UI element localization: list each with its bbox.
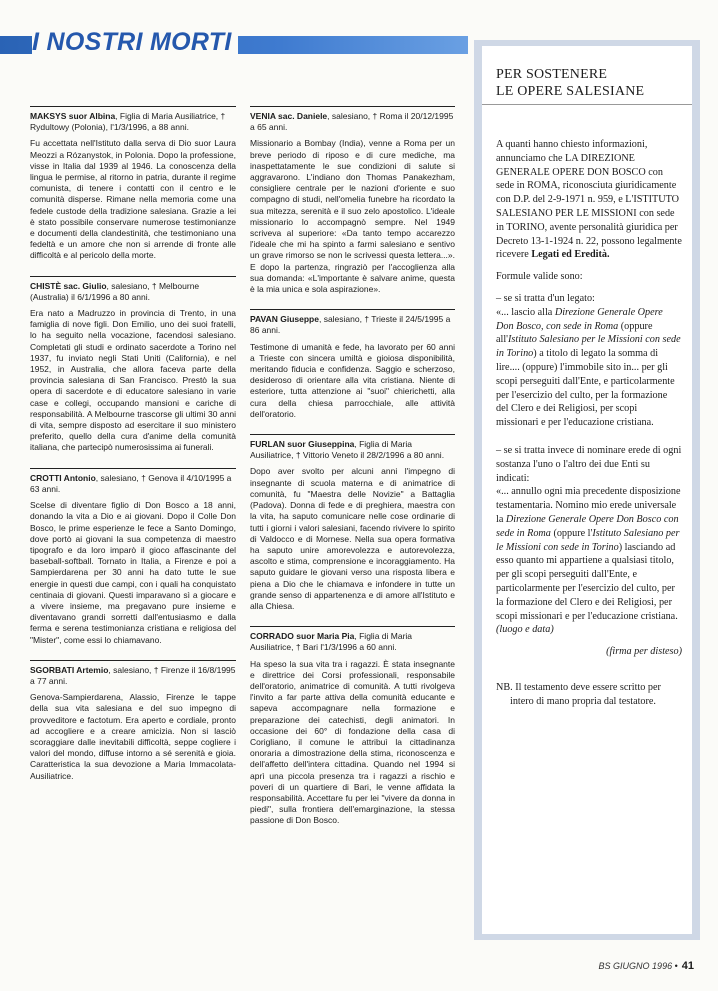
obituary-text: Testimone di umanità e fede, ha lavorato per 60 anni a Trieste con sincera umiltà e gioiosa disponibilità, meritando fiducia e confidenza. Saggio e scherzoso, desideroso di orientare alla vita cristiana. Niente di esteriore, tutta attenzione ai "suoi" chierichetti, alla cura della chiesa parrocchiale, alle attività dell'oratorio. <box>250 341 455 419</box>
sidebar-intro <box>496 138 682 262</box>
obituary-text: Era nato a Madruzzo in provincia di Trento, in una famiglia di nove figli. Don Emilio, uno dei suoi fratelli, lo ha seguito nella vocazione, facendosi salesiano. Completati gli studi e ordinato sacerdote a Torino nel 1937, fu inviato negli Stati Uniti (California), e nel 1952, in Australia, che allora faceva parte della provincia salesiana di San Francisco. Prestò la sua opera di sacerdote e di educatore salesiano in varie case e collegi, occupando mansioni e cariche di responsabilità. A Melbourne trascorse gli ultimi 30 anni di vita, sempre disposto ad esercitare il suo ministero preferito, quello della cura d'anime della comunità italiana, che partecipò numerosissima ai funerali. <box>30 308 236 453</box>
obituary-text: Fu accettata nell'Istituto dalla serva di Dio suor Laura Meozzi a Rózanystok, in Polonia. Dopo la professione, visse in Italia dal 1939 al 1946. La conoscenza della lingua le permise, al ritorno in patria, durante il regime comunista, di tenere i contatti con il centro e le comunità disperse. Rimane nella memoria come una fedele custode della tradizione salesiana. Grazie a lei è stato possibile conservare numerose testimonianze e documenti della clandestinità, che testimoniano una fedeltà e un amore che non si arrende di fronte alle difficoltà e al pericolo della morte. <box>30 138 236 261</box>
obituary-text: Scelse di diventare figlio di Don Bosco a 18 anni, donando la vita a Dio e ai giovani. Dopo il Colle Don Bosco, le prime esperienze le fece a Santo Domingo, dove portò ai giovani la sua competenza di maestro tipografo e da loro imparò il gioco affascinante del baseball-softball. Tornato in Italia, a Firenze e poi a Sampierdarena per 30 anni ha dato tutte le sue energie in questi due campi, con i quali ha conquistato centinaia di giovani. Questi imparavano sì a giocare e a vivere insieme, ma pregavano pure insieme e diventavano grandi sorretti dall'entusiasmo e dalla ferma e serena testimonianza cristiana e religiosa del "Mister", come essi lo chiamavano. <box>30 500 236 645</box>
legacy-sidebar <box>474 40 700 940</box>
magazine-issue: BS GIUGNO 1996 <box>598 961 673 971</box>
obituary-name: FURLAN suor Giuseppina <box>250 439 355 450</box>
obituary-details: , salesiano, † Roma il 20/12/1995 a 65 anni. <box>250 111 454 133</box>
obituary-heading <box>250 626 455 653</box>
obituary-details: , salesiano, † Firenze il 16/8/1995 a 77 anni. <box>30 664 236 686</box>
page-footer <box>599 960 694 972</box>
luogo-data: (luogo e data) <box>496 624 554 636</box>
obituary-name: CROTTI Antonio <box>30 472 96 483</box>
erede-text: «... annullo ogni mia precedente disposizione testamentaria. Nomino mio erede universale la <box>496 486 681 525</box>
sidebar-title <box>496 66 686 100</box>
nb-note: NB. Il testamento deve essere scritto per intero di mano propria dal testatore. <box>496 681 661 707</box>
sidebar-formule: Formule valide sono: <box>496 271 583 283</box>
legato-text: «... lascio alla <box>496 306 553 318</box>
obituary-entry <box>250 434 455 612</box>
obituary-heading <box>30 106 236 133</box>
sidebar-erede <box>496 444 682 637</box>
erede-intro: – se si tratta invece di nominare erede di ogni sostanza l'uno o l'altro dei due Enti su indicati: <box>496 444 682 484</box>
obituary-name: PAVAN Giuseppe <box>250 314 319 325</box>
sidebar-legato <box>496 292 682 430</box>
obituary-details: , Figlia di Maria Ausiliatrice, † Vittorio Veneto il 28/2/1996 a 80 anni. <box>250 439 445 461</box>
obituary-details: , salesiano, † Trieste il 24/5/1995 a 86 anni. <box>250 314 451 336</box>
obituary-heading <box>250 106 455 133</box>
legato-text: ) a titolo di legato la somma di lire.... (oppure) l'immobile sito in... per gli scopi perseguiti dall'Ente, e particolarmente per l'esercizio del culto, per la formazione del Clero e dei Religiosi, per scopi missionari e per l'educazione cristiana. <box>496 348 675 429</box>
firma: (firma per disteso) <box>606 646 682 658</box>
obituary-name: CHISTÈ sac. Giulio <box>30 280 107 291</box>
page-number: 41 <box>681 960 694 972</box>
sidebar-title-line: PER SOSTENERE <box>496 67 608 82</box>
legato-intro: – se si tratta d'un legato: <box>496 292 595 304</box>
obituary-name: VENIA sac. Daniele <box>250 111 328 121</box>
obituary-entry <box>30 276 236 454</box>
obituary-details: , salesiano, † Melbourne (Australia) il 6/1/1996 a 80 anni. <box>30 280 200 302</box>
legato-italic: Direzione Generale Opere Don Bosco, con sede in Roma <box>496 306 663 332</box>
erede-text: (oppure l' <box>553 527 593 539</box>
obituary-details: , Figlia di Maria Ausiliatrice, † Rydultowy (Polonia), l'1/3/1996, a 88 anni. <box>30 111 226 133</box>
obituary-details: , Figlia di Maria Ausiliatrice, † Bari l'1/3/1996 a 60 anni. <box>250 631 413 653</box>
page-title: I NOSTRI MORTI <box>32 28 238 57</box>
legato-text: (oppure all' <box>496 320 653 346</box>
obituary-entry <box>250 626 455 826</box>
obituary-column-middle <box>250 106 455 827</box>
sidebar-title-line: LE OPERE SALESIANE <box>496 84 645 99</box>
obituary-text: Genova-Sampierdarena, Alassio, Firenze le tappe della sua vita salesiana e del suo impegno di provveditore e factotum. Era aperto e cordiale, pronto ad accogliere e a creare amicizia. Non si lasciò scoraggiare dalle inevitabili difficoltà, seppe cogliere i valori del mondo, diffuse intorno a sé serenità e gioia. Caratteristica la sua devozione a Maria Immacolata-Ausiliatrice. <box>30 692 236 781</box>
obituary-entry <box>30 660 236 782</box>
sidebar-intro-text: A quanti hanno chiesto informazioni, annunciamo che LA DIREZIONE GENERALE OPERE DON BOSCO con sede in ROMA, riconosciuta giuridicamente con D.P. del 2-9-1971 n. 959, e L'ISTITUTO SALESIANO PER LE MISSIONI con sede in TORINO, avente personalità giuridica per Decreto 13-1-1924 n. 22, possono legalmente ricevere <box>496 139 682 261</box>
obituary-name: MAKSYS suor Albina <box>30 111 116 121</box>
obituary-name: CORRADO suor Maria Pia <box>250 631 355 642</box>
sidebar-divider <box>482 104 692 105</box>
sidebar-panel <box>482 46 692 934</box>
footer-separator: • <box>674 961 678 971</box>
obituary-entry <box>30 468 236 646</box>
sidebar-text <box>496 138 682 716</box>
obituary-details: , salesiano, † Genova il 4/10/1995 a 63 anni. <box>30 472 232 494</box>
obituary-heading <box>250 309 455 336</box>
erede-text: ) lasciando ad esso quanto mi appartiene a qualsiasi titolo, per gli scopi perseguiti dall'Ente, e particolarmente per l'esercizio del culto, per la formazione del Clero e dei Religiosi, per scopi missionari e per l'educazione cristiana. <box>496 541 678 622</box>
obituary-entry <box>30 106 236 262</box>
obituary-text: Ha speso la sua vita tra i ragazzi. È stata insegnante e direttrice dei Corsi professionali, responsabile dell'oratorio, animatrice di comunità. A tutti rivolgeva l'invito a far parte attiva della comunità educante e sapeva accompagnare nella formazione e preparazione dei catechisti, degli animatori. In occasione dei 60° di fondazione della casa di Corigliano, il comune le attribuì la cittadinanza onoraria a dimostrazione della stima, riconoscenza e dell'affetto dell'intera cittadina. Quando nel 1994 si aprì una piccola presenza tra i ragazzi a rischio e poveri di un quartiere di Bari, le venne affidata la responsabilità. Accettare fu per lei "vivere da donna in piedi", sulla frontiera dell'emarginazione, la stessa passione di Don Bosco. <box>250 658 455 826</box>
obituary-entry <box>250 309 455 420</box>
obituary-name: SGORBATI Artemio <box>30 664 109 675</box>
obituary-heading <box>30 660 236 687</box>
obituary-entry <box>250 106 455 295</box>
obituary-heading <box>250 434 455 461</box>
obituary-text: Missionario a Bombay (India), venne a Roma per un breve periodo di riposo e di cure mediche, ma inaspettatamente le sue condizioni di salute si aggravarono. L'indiano don Thomas Panakezham, consigliere centrale per le nazioni d'oriente e suo compagno di studi, nell'omelia funebre ha ricordato la sua mitezza, serenità e il suo zelo apostolico. L'ideale missionario lo accompagnò sempre. Nel 1949 scriveva al superiore: «Da tanto tempo accarezzo l'ideale che mi ha spinto a farmi salesiano e sentivo un grave rimorso se non le scrivessi questa lettera...». E dopo la partenza, ringraziò per l'accoglienza alla sua domanda: «L'importante è salvare anime, questa è la mia unica e sola aspirazione». <box>250 138 455 295</box>
erede-italic: Istituto Salesiano per le Missioni con sede in Torino <box>496 527 680 553</box>
obituary-heading <box>30 468 236 495</box>
obituary-heading <box>30 276 236 303</box>
erede-italic: Direzione Generale Opere Don Bosco con sede in Roma <box>496 513 679 539</box>
obituary-column-left <box>30 106 236 782</box>
sidebar-intro-bold: Legati ed Eredità. <box>531 249 610 261</box>
legato-italic: Istituto Salesiano per le Missioni con sede in Torino <box>496 334 681 360</box>
obituary-text: Dopo aver svolto per alcuni anni l'impegno di insegnante di scuola materna e di animatrice di comunità, fu "Maestra delle Novizie" a Battaglia (Padova). Donna di fede e di preghiera, maestra con la vita, ha saputo comunicare nelle cose ordinarie di tutti i giorni i valori salesiani, facendo rivivere lo spirito di Valdocco e di Mornese. Nella sua opera formativa ha saputo unire amorevolezza e autorevolezza, ascolto e stima, comprensione e incoraggiamento. Ha saputo guidare le giovani verso una risposta libera e piena a Dio che le chiamava e infondere in tutte un grande senso di appartenenza e di amore all'Istituto e alla Chiesa. <box>250 466 455 611</box>
